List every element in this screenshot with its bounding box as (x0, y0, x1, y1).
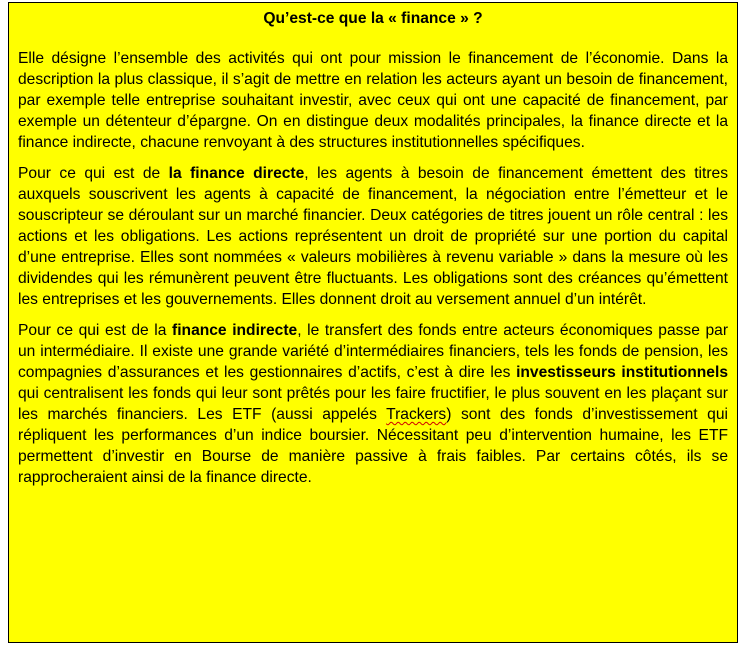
paragraph-direct-finance (18, 163, 728, 310)
p3-rest: ) sont des fonds d’investissement qui répliquent les performances d’un indice boursier. Nécessitant peu d’intervention humaine, les ETF permettent d’investir en Bourse de manière passive à frais faibles. Par certains côtés, ils se rapprocheraient ainsi de la finance directe. (18, 406, 728, 486)
term-direct-finance: la finance directe (168, 165, 305, 182)
p3-mid2: qui centralisent les fonds qui leur sont prêtés pour les faire fructifier, le plus souvent en les plaçant sur les marchés financiers. Les ETF (aussi appelés (18, 385, 728, 423)
p3-lead: Pour ce qui est de la (18, 322, 173, 339)
text-box (8, 2, 738, 643)
paragraph-intro: Elle désigne l’ensemble des activités qui ont pour mission le financement de l’économie. Dans la description la plus classique, il s’agit de mettre en relation les acteurs ayant un besoin de financement, par exemple telle entreprise souhaitant investir, avec ceux qui ont une capacité de financement, par exemple un détenteur d’épargne. On en distingue deux modalités principales, la finance directe et la finance indirecte, chacune renvoyant à des structures institutionnelles spécifiques. (18, 50, 728, 151)
term-indirect-finance: finance indirecte (172, 322, 298, 339)
p2-rest: , les agents à besoin de financement émettent des titres auxquels souscrivent les agents à capacité de financement, la négociation entre l’émetteur et le souscripteur se déroulant sur un marché financier. Deux catégories de titres jouent un rôle central : les actions et les obligations. Les actions représentent un droit de propriété sur une portion du capital d’une entreprise. Elles sont nommées « valeurs mobilières à revenu variable » dans la mesure où les dividendes qui les rémunèrent peuvent être fluctuants. Les obligations sont des créances qu’émettent les entreprises et les gouvernements. Elles donnent droit au versement annuel d’un intérêt. (18, 165, 729, 308)
p3-mid1: , le transfert des fonds entre acteurs économiques passe par un intermédiaire. Il existe une grande variété d’intermédiaires financiers, tels les fonds de pension, les compagnies d’assurances et les gestionnaires d’actifs, c’est à dire les (18, 322, 729, 381)
paragraph-indirect-finance (18, 320, 728, 488)
box-title: Qu’est-ce que la « finance » ? (263, 10, 483, 27)
spellcheck-flagged-word: Trackers (386, 406, 447, 423)
term-institutional-investors: investisseurs institutionnels (516, 364, 728, 381)
p2-lead: Pour ce qui est de (18, 165, 169, 182)
